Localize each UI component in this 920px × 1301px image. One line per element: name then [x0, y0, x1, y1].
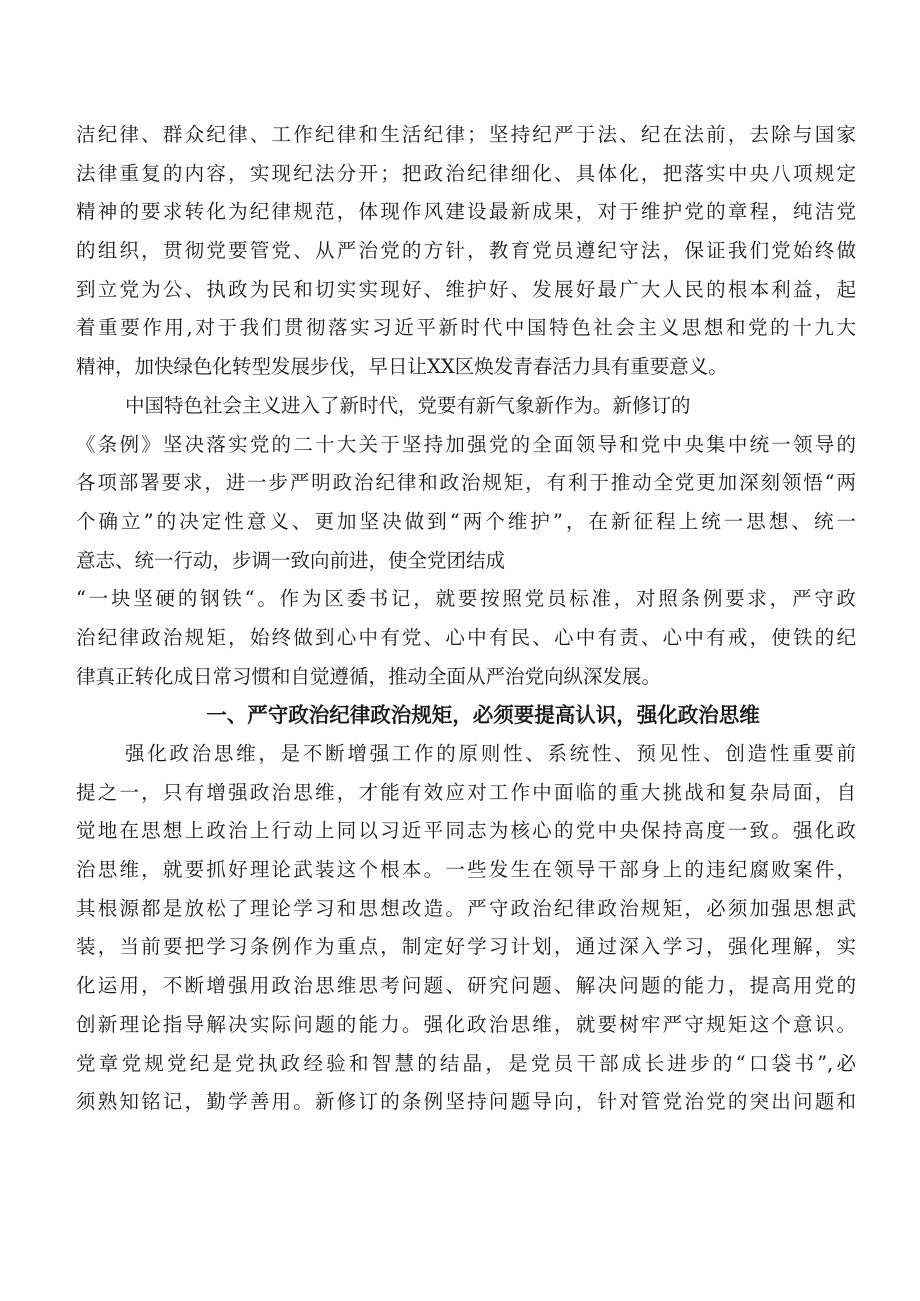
text-line: 提之一，只有增强政治思维，才能有效应对工作中面临的重大挑战和复杂局面，自 — [76, 780, 856, 804]
text-line: 《条例》坚决落实党的二十大关于坚持加强党的全面领导和党中央集中统一领导的 — [76, 432, 856, 456]
text-line: 精神的要求转化为纪律规范，体现作风建设最新成果，对于维护党的章程，纯洁党 — [76, 200, 856, 224]
text-line: 意志、统一行动，步调一致向前进，使全党团结成 — [76, 548, 506, 572]
text-line: 着重要作用,对于我们贯彻落实习近平新时代中国特色社会主义思想和党的十九大 — [76, 316, 856, 340]
text-line: 觉地在思想上政治上行动上同以习近平同志为核心的党中央保持高度一致。强化政 — [76, 819, 856, 843]
text-line: 法律重复的内容，实现纪法分开；把政治纪律细化、具体化，把落实中央八项规定 — [76, 161, 856, 185]
text-line: “一块坚硬的钢铁“。作为区委书记，就要按照党员标准，对照条例要求，严守政 — [76, 587, 856, 611]
text-line: 治思维，就要抓好理论武装这个根本。一些发生在领导干部身上的违纪腐败案件， — [76, 858, 856, 882]
text-line: 化运用，不断增强用政治思维思考问题、研究问题、解决问题的能力，提高用党的 — [76, 974, 856, 998]
text-line: 强化政治思维，是不断增强工作的原则性、系统性、预见性、创造性重要前 — [125, 742, 856, 765]
text-line: 须熟知铭记，勤学善用。新修订的条例坚持问题导向，针对管党治党的突出问题和 — [76, 1090, 856, 1114]
document-body — [76, 116, 856, 1122]
text-line: 党章党规党纪是党执政经验和智慧的结晶，是党员干部成长进步的“口袋书”,必 — [76, 1051, 856, 1075]
text-line: 创新理论指导解决实际问题的能力。强化政治思维，就要树牢严守规矩这个意识。 — [76, 1012, 856, 1036]
text-line: 到立党为公、执政为民和切实实现好、维护好、发展好最广大人民的根本利益，起 — [76, 277, 856, 301]
text-line: 精神，加快绿色化转型发展步伐，早日让XX区焕发青春活力具有重要意义。 — [76, 355, 728, 379]
text-line: 律真正转化成日常习惯和自觉遵循，推动全面从严治党向纵深发展。 — [76, 664, 662, 688]
text-line: 治纪律政治规矩，始终做到心中有党、心中有民、心中有责、心中有戒，使铁的纪 — [76, 625, 856, 649]
text-line: 各项部署要求，进一步严明政治纪律和政治规矩，有利于推动全党更加深刻领悟“两 — [76, 471, 856, 495]
text-line: 个确立”的决定性意义、更加坚决做到“两个维护”，在新征程上统一思想、统一 — [76, 509, 856, 533]
text-line: 洁纪律、群众纪律、工作纪律和生活纪律；坚持纪严于法、纪在法前，去除与国家 — [76, 123, 856, 146]
text-line: 中国特色社会主义进入了新时代，党要有新气象新作为。新修订的 — [125, 393, 691, 417]
text-line: 装，当前要把学习条例作为重点，制定好学习计划，通过深入学习，强化理解，实 — [76, 935, 856, 959]
section-heading: 一、严守政治纪律政治规矩，必须要提高认识，强化政治思维 — [206, 703, 760, 728]
text-line: 其根源都是放松了理论学习和思想改造。严守政治纪律政治规矩，必须加强思想武 — [76, 896, 856, 920]
text-line: 的组织，贯彻党要管党、从严治党的方针，教育党员遵纪守法，保证我们党始终做 — [76, 239, 856, 263]
